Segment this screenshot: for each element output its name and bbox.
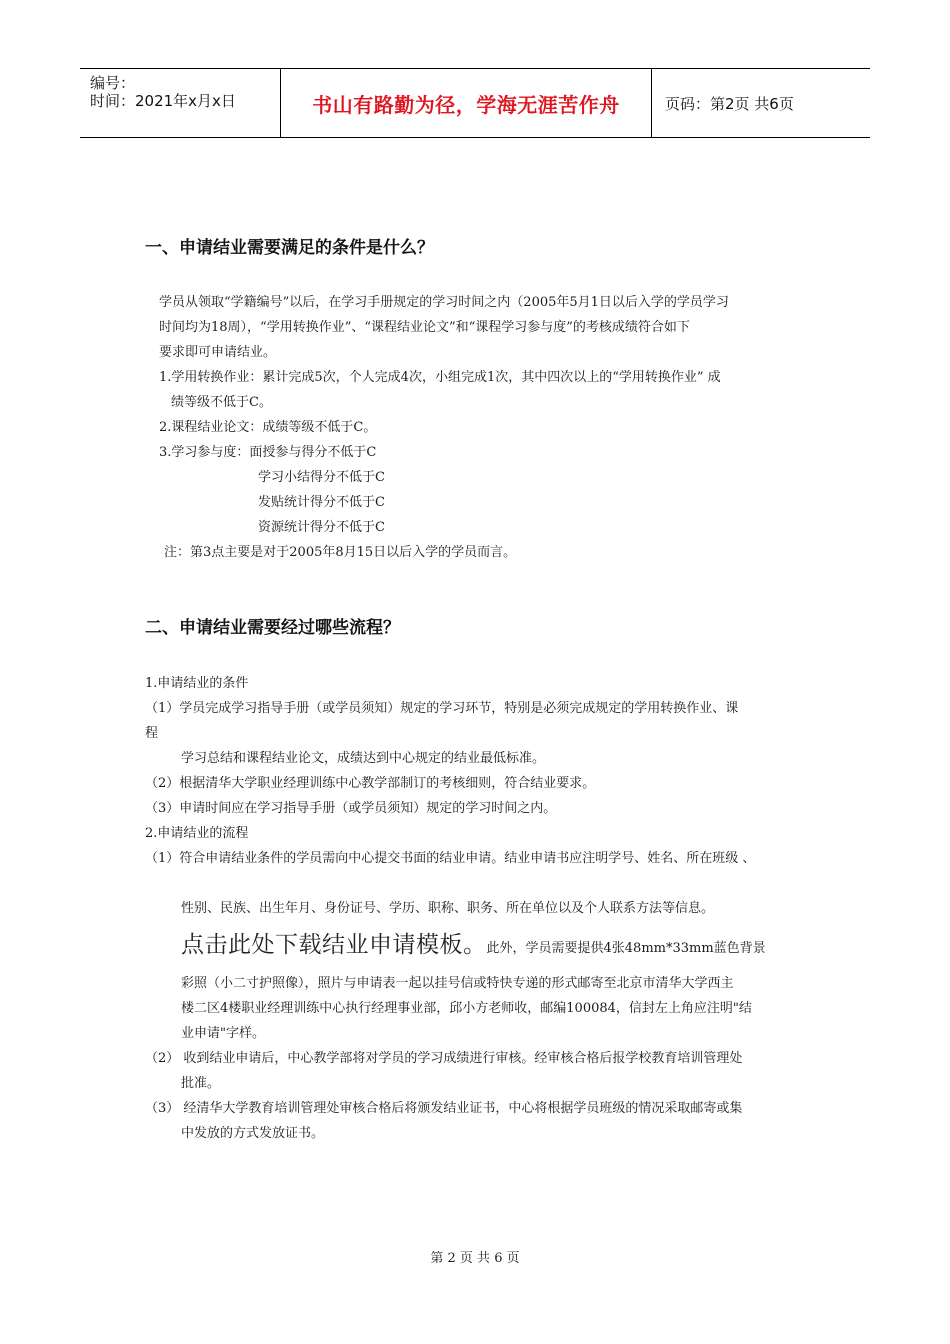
header-motto: 书山有路勤为径，学海无涯苦作舟 [281, 69, 652, 137]
download-paragraph [181, 930, 766, 964]
section1-line: 1.学用转换作业：累计完成5次，个人完成4次，小组完成1次，其中四次以上的“学用转换作业” 成 [159, 370, 721, 385]
section2-line: 1.申请结业的条件 [145, 676, 249, 691]
section2-line: 2.申请结业的流程 [145, 826, 249, 841]
section2-line: 楼二区4楼职业经理训练中心执行经理事业部，邱小方老师收，邮编100084，信封左上角应注明"结 [181, 1001, 752, 1016]
section1-note: 注：第3点主要是对于2005年8月15日以后入学的学员而言。 [164, 545, 517, 560]
number-label: 编号： [90, 74, 136, 92]
section2-line: 业申请"字样。 [181, 1026, 265, 1041]
section2-line: 性别、民族、出生年月、身份证号、学历、职称、职务、所在单位以及个人联系方法等信息。 [181, 901, 715, 916]
section2-line: （2）根据清华大学职业经理训练中心教学部制订的考核细则，符合结业要求。 [145, 776, 596, 791]
section1-line: 资源统计得分不低于C [258, 520, 385, 535]
section2-line: （1）学员完成学习指导手册（或学员须知）规定的学习环节，特别是必须完成规定的学用转换作业、课 [145, 701, 739, 716]
section2-line: 学习总结和课程结业论文，成绩达到中心规定的结业最低标准。 [181, 751, 546, 766]
section2-line: （1）符合申请结业条件的学员需向中心提交书面的结业申请。结业申请书应注明学号、姓名、所在班级 、 [145, 851, 756, 866]
section1-line: 2.课程结业论文：成绩等级不低于C。 [159, 420, 377, 435]
section1-line: 学员从领取“学籍编号”以后，在学习手册规定的学习时间之内（2005年5月1日以后入学的学员学习 [159, 295, 729, 310]
download-template-link[interactable]: 点击此处下载结业申请模板。 [181, 932, 487, 958]
section1-heading: 一、申请结业需要满足的条件是什么？ [145, 238, 434, 258]
section1-line: 绩等级不低于C。 [171, 395, 272, 410]
section1-line: 时间均为18周），“学用转换作业”、“课程结业论文”和“课程学习参与度”的考核成绩符合如下 [159, 320, 690, 335]
section2-line: 程 [145, 726, 159, 741]
page-code: 页码：第2页 共6页 [665, 94, 794, 113]
section2-line: （2） 收到结业申请后，中心教学部将对学员的学习成绩进行审核。经审核合格后报学校教育培训管理处 [145, 1051, 743, 1066]
section2-line: 中发放的方式发放证书。 [181, 1126, 325, 1141]
page-header [80, 68, 870, 138]
section1-line: 学习小结得分不低于C [258, 470, 385, 485]
page-footer: 第 2 页 共 6 页 [430, 1251, 520, 1266]
section1-line: 发贴统计得分不低于C [258, 495, 385, 510]
section2-line: （3） 经清华大学教育培训管理处审核合格后将颁发结业证书，中心将根据学员班级的情况采取邮寄或集 [145, 1101, 743, 1116]
section1-line: 要求即可申请结业。 [159, 345, 277, 360]
header-meta [80, 69, 281, 137]
download-paragraph-text: 此外，学员需要提供4张48mm*33mm蓝色背景 [486, 941, 766, 956]
section2-heading: 二、申请结业需要经过哪些流程？ [145, 618, 400, 638]
section1-line: 3.学习参与度：面授参与得分不低于C [159, 445, 377, 460]
section2-line: 批准。 [181, 1076, 221, 1091]
section2-line: （3）申请时间应在学习指导手册（或学员须知）规定的学习时间之内。 [145, 801, 557, 816]
section2-line: 彩照（小二寸护照像），照片与申请表一起以挂号信或特快专递的形式邮寄至北京市清华大学西主 [181, 976, 734, 991]
time-label: 时间：2021年x月x日 [90, 92, 236, 110]
